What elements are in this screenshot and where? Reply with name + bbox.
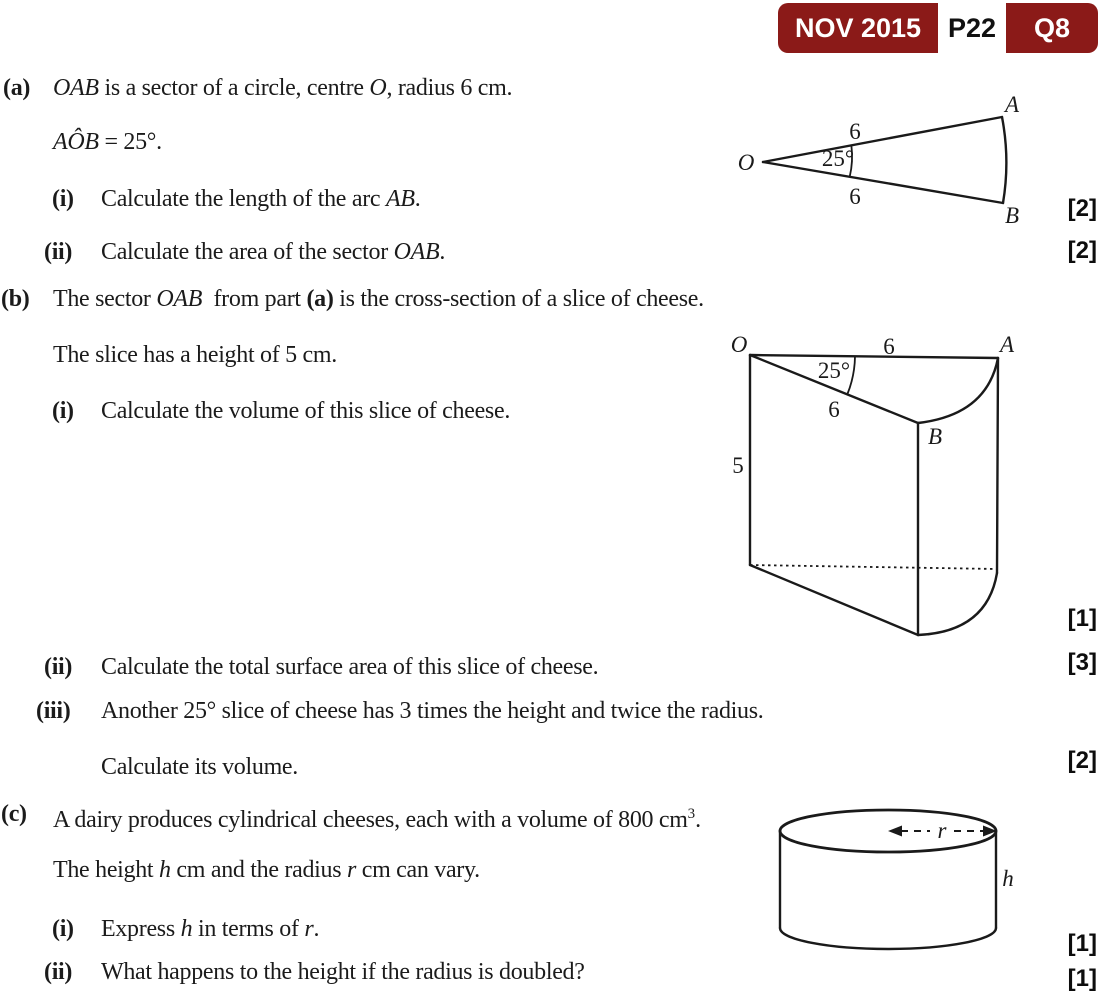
- vary-text: The height h cm and the radius r cm can vary.: [53, 857, 480, 883]
- sector-radius-ob: [763, 162, 1003, 203]
- question-number-label: Q8: [1033, 12, 1071, 43]
- prism-edge-a-vertical: [997, 358, 998, 573]
- paper-code-label: P22: [938, 3, 1006, 53]
- cylinder-height-label: h: [1002, 866, 1014, 891]
- part-b-iii-label: (iii): [36, 698, 71, 724]
- part-b-intro-line: [0, 284, 1100, 316]
- marks-b-iii: [2]: [1067, 747, 1097, 774]
- angle-label: 25°: [821, 146, 855, 171]
- math-var: h: [159, 857, 171, 883]
- part-a-ii-label: (ii): [44, 239, 73, 265]
- part-b-ii-line: [0, 649, 1100, 684]
- marks-c-ii: [1]: [1067, 965, 1097, 992]
- prism-top-arc-ab: [918, 358, 998, 423]
- radius-bottom-label: 6: [849, 184, 861, 209]
- part-a-ii-line: [0, 237, 1100, 269]
- part-c-label: (c): [1, 801, 27, 827]
- marks-a-ii: [2]: [1067, 237, 1097, 264]
- part-c-ii-label: (ii): [44, 959, 73, 985]
- sector-diagram: [730, 90, 1020, 235]
- cylinder-bottom-arc: [780, 928, 996, 949]
- vertex-label-b: B: [1004, 203, 1020, 228]
- part-a-i-text: Calculate the length of the arc AB.: [101, 186, 421, 212]
- prism-height-label: 5: [732, 453, 744, 478]
- sector-radius-oa: [763, 117, 1002, 162]
- marks-b-i: [1]: [1067, 605, 1097, 632]
- slice-height-text: The slice has a height of 5 cm.: [53, 342, 337, 368]
- part-b-ii-label: (ii): [44, 654, 73, 680]
- vertex-label-o: O: [737, 150, 755, 175]
- math-var: OAB: [393, 239, 440, 265]
- prism-hidden-bottom-edge: [750, 565, 997, 569]
- marks-b-ii: [3]: [1067, 649, 1097, 676]
- prism-edge-top-label: 6: [883, 334, 895, 359]
- prism-top-edge-oa: [750, 355, 998, 358]
- part-b-i-label: (i): [52, 398, 74, 424]
- part-b-iii-line: [0, 696, 1100, 728]
- part-b-label: (b): [1, 286, 30, 312]
- prism-bottom-edge-ob: [750, 565, 918, 635]
- sector-arc-ab: [1002, 117, 1006, 203]
- math-var: r: [304, 916, 314, 942]
- calculate-volume-text: Calculate its volume.: [101, 754, 298, 780]
- cylinder-diagram: [770, 800, 1020, 965]
- part-b-ii-text: Calculate the total surface area of this slice of cheese.: [101, 654, 599, 680]
- part-c-ii-text: What happens to the height if the radius is doubled?: [101, 959, 585, 985]
- part-a-i-label: (i): [52, 186, 74, 212]
- math-var: OAB: [156, 286, 203, 312]
- prism-angle-label: 25°: [817, 358, 851, 383]
- header-badge: [778, 3, 1098, 53]
- math-var: h: [180, 916, 193, 942]
- radius-arrowhead-left: [888, 826, 902, 837]
- part-a-intro-text: OAB is a sector of a circle, centre O, radius 6 cm.: [53, 75, 513, 101]
- part-b-iii-line2: [0, 752, 1100, 784]
- part-c-intro-text: A dairy produces cylindrical cheeses, each with a volume of 800 $cm^3$.: [53, 806, 701, 833]
- part-a-ii-text: Calculate the area of the sector OAB.: [101, 239, 446, 265]
- superscript-3: 3: [687, 806, 696, 822]
- part-b-i-text: Calculate the volume of this slice of cheese.: [101, 398, 511, 424]
- part-c-i-label: (i): [52, 916, 74, 942]
- prism-label-a: A: [999, 332, 1015, 357]
- math-var: AB: [385, 186, 415, 212]
- math-var: r: [346, 857, 357, 883]
- marks-c-i: [1]: [1067, 930, 1097, 957]
- prism-bottom-arc-ab: [918, 573, 997, 635]
- radius-top-label: 6: [849, 119, 861, 144]
- prism-label-o: O: [730, 332, 748, 357]
- marks-a-i: [2]: [1067, 195, 1097, 222]
- angle-statement: AÔB = 25°.: [53, 129, 162, 155]
- part-c-i-text: Express h in terms of r.: [101, 916, 320, 942]
- part-b-iii-text: Another 25° slice of cheese has 3 times the height and twice the radius.: [101, 698, 764, 724]
- cylinder-radius-label: r: [937, 818, 947, 843]
- exam-session-label: NOV 2015: [794, 12, 922, 43]
- math-var: O: [369, 75, 387, 101]
- math-var: AÔB: [53, 129, 99, 155]
- part-b-intro-text: The sector OAB from part (a) is the cross-section of a slice of cheese.: [53, 286, 704, 312]
- part-a-label: (a): [3, 75, 31, 101]
- math-var: OAB: [53, 75, 99, 101]
- prism-diagram: [725, 330, 1015, 645]
- prism-radius-label: 6: [828, 397, 840, 422]
- prism-label-b: B: [927, 424, 943, 449]
- vertex-label-a: A: [1004, 92, 1020, 117]
